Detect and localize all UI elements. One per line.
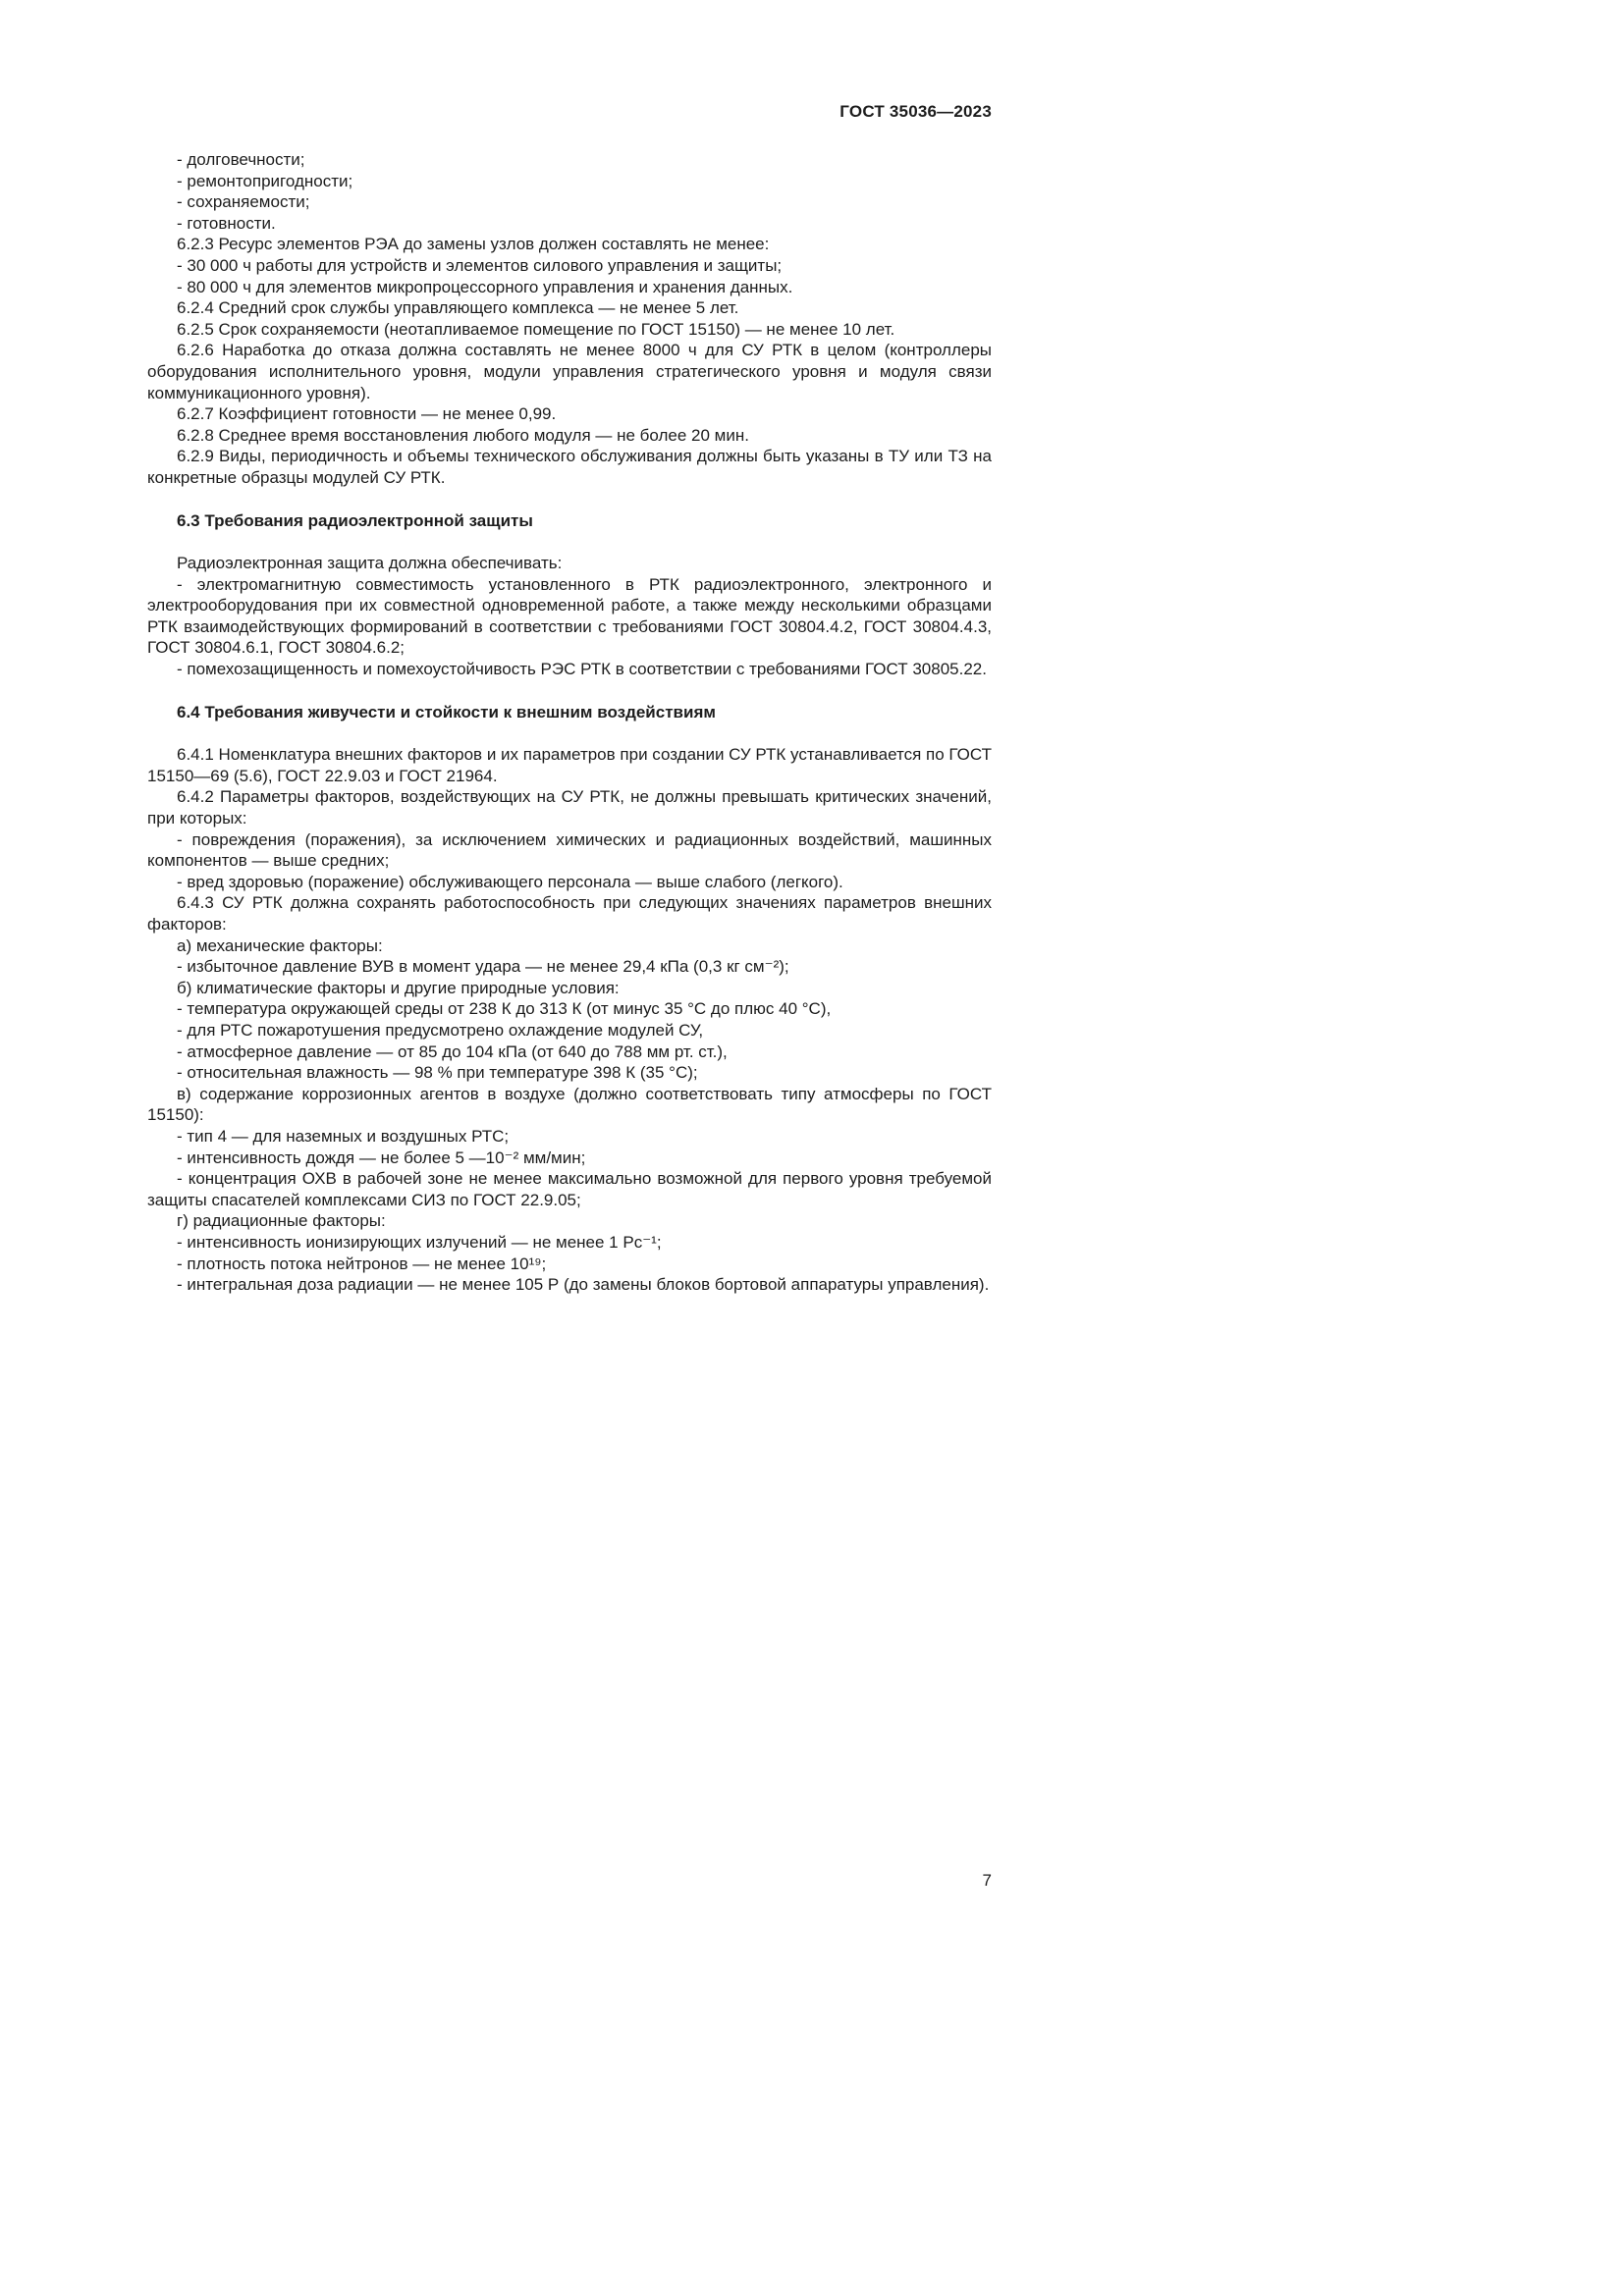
document-body	[147, 149, 992, 1296]
list-item: - готовности.	[177, 213, 276, 233]
clause-paragraph: 6.2.4 Средний срок службы управляющего комплекса — не менее 5 лет.	[177, 298, 739, 318]
section-heading: 6.4 Требования живучести и стойкости к внешним воздействиям	[177, 702, 716, 721]
list-item: - избыточное давление ВУВ в момент удара — не менее 29,4 кПа (0,3 кг см⁻²);	[177, 957, 789, 977]
list-item: - плотность потока нейтронов — не менее 10¹⁹;	[177, 1254, 547, 1273]
list-item: - тип 4 — для наземных и воздушных РТС;	[177, 1126, 510, 1146]
page-number: 7	[982, 1871, 992, 1890]
clause-paragraph: 6.4.2 Параметры факторов, воздействующих на СУ РТК, не должны превышать критических значений, при которых:	[147, 787, 992, 828]
list-item: а) механические факторы:	[177, 935, 383, 955]
list-item: - интенсивность ионизирующих излучений — не менее 1 Рс⁻¹;	[177, 1232, 662, 1252]
list-item: - помехозащищенность и помехоустойчивость РЭС РТК в соответствии с требованиями ГОСТ 30805.22.	[177, 660, 987, 679]
list-item: - сохраняемости;	[177, 192, 310, 212]
clause-paragraph: 6.2.9 Виды, периодичность и объемы технического обслуживания должны быть указаны в ТУ или ТЗ на конкретные образцы модулей СУ РТК.	[147, 447, 992, 487]
list-item: - 30 000 ч работы для устройств и элементов силового управления и защиты;	[177, 255, 783, 275]
list-item: - атмосферное давление — от 85 до 104 кПа (от 640 до 788 мм рт. ст.),	[177, 1041, 728, 1061]
clause-paragraph: 6.4.1 Номенклатура внешних факторов и их параметров при создании СУ РТК устанавливается по ГОСТ 15150—69 (5.6), ГОСТ 22.9.03 и ГОСТ 21964.	[147, 745, 992, 785]
list-item: в) содержание коррозионных агентов в воздухе (должно соответствовать типу атмосферы по ГОСТ 15150):	[147, 1084, 992, 1125]
list-item: - температура окружающей среды от 238 К до 313 К (от минус 35 °С до плюс 40 °С),	[177, 999, 832, 1019]
clause-paragraph: 6.2.3 Ресурс элементов РЭА до замены узлов должен составлять не менее:	[177, 235, 770, 254]
clause-paragraph: 6.2.6 Наработка до отказа должна составлять не менее 8000 ч для СУ РТК в целом (контроллеры оборудования исполнительного уровня, модули управления стратегического уровня и модуля связи коммуникационного уровня).	[147, 341, 992, 402]
list-item: - интегральная доза радиации — не менее 105 Р (до замены блоков бортовой аппаратуры управления).	[177, 1275, 990, 1295]
clause-paragraph: 6.4.3 СУ РТК должна сохранять работоспособность при следующих значениях параметров внешних факторов:	[147, 893, 992, 934]
list-item: г) радиационные факторы:	[177, 1211, 386, 1231]
document-header	[147, 102, 992, 122]
clause-paragraph: 6.2.7 Коэффициент готовности — не менее 0,99.	[177, 404, 557, 424]
page-footer	[147, 1871, 992, 1891]
list-item: - для РТС пожаротушения предусмотрено охлаждение модулей СУ,	[177, 1020, 704, 1040]
list-item: - повреждения (поражения), за исключением химических и радиационных воздействий, машинных компонентов — выше средних;	[147, 829, 992, 871]
list-item: - вред здоровью (поражение) обслуживающего персонала — выше слабого (легкого).	[177, 872, 843, 891]
clause-paragraph: 6.2.8 Среднее время восстановления любого модуля — не более 20 мин.	[177, 425, 749, 445]
list-item: - интенсивность дождя — не более 5 —10⁻² мм/мин;	[177, 1148, 586, 1167]
list-item: - электромагнитную совместимость установленного в РТК радиоэлектронного, электронного и электрооборудования при их совместной одновременной работе, а также между несколькими образцами РТК взаимодействующих формирований в соответствии с требованиями ГОСТ 30804.4.2, ГОСТ 30804.4.3, ГОСТ 30804.6.1, ГОСТ 30804.6.2;	[147, 574, 992, 658]
list-item: - относительная влажность — 98 % при температуре 398 К (35 °С);	[177, 1063, 698, 1083]
list-item: - долговечности;	[177, 150, 305, 169]
list-item: - концентрация ОХВ в рабочей зоне не менее максимально возможной для первого уровня требуемой защиты спасателей комплексами СИЗ по ГОСТ 22.9.05;	[147, 1169, 992, 1209]
clause-paragraph: 6.2.5 Срок сохраняемости (неотапливаемое помещение по ГОСТ 15150) — не менее 10 лет.	[177, 319, 895, 339]
list-item: б) климатические факторы и другие природные условия:	[177, 978, 620, 997]
list-item: - ремонтопригодности;	[177, 171, 353, 190]
clause-paragraph: Радиоэлектронная защита должна обеспечивать:	[177, 554, 563, 573]
doc-number: ГОСТ 35036—2023	[839, 102, 992, 121]
section-heading: 6.3 Требования радиоэлектронной защиты	[177, 510, 533, 530]
list-item: - 80 000 ч для элементов микропроцессорного управления и хранения данных.	[177, 277, 793, 296]
